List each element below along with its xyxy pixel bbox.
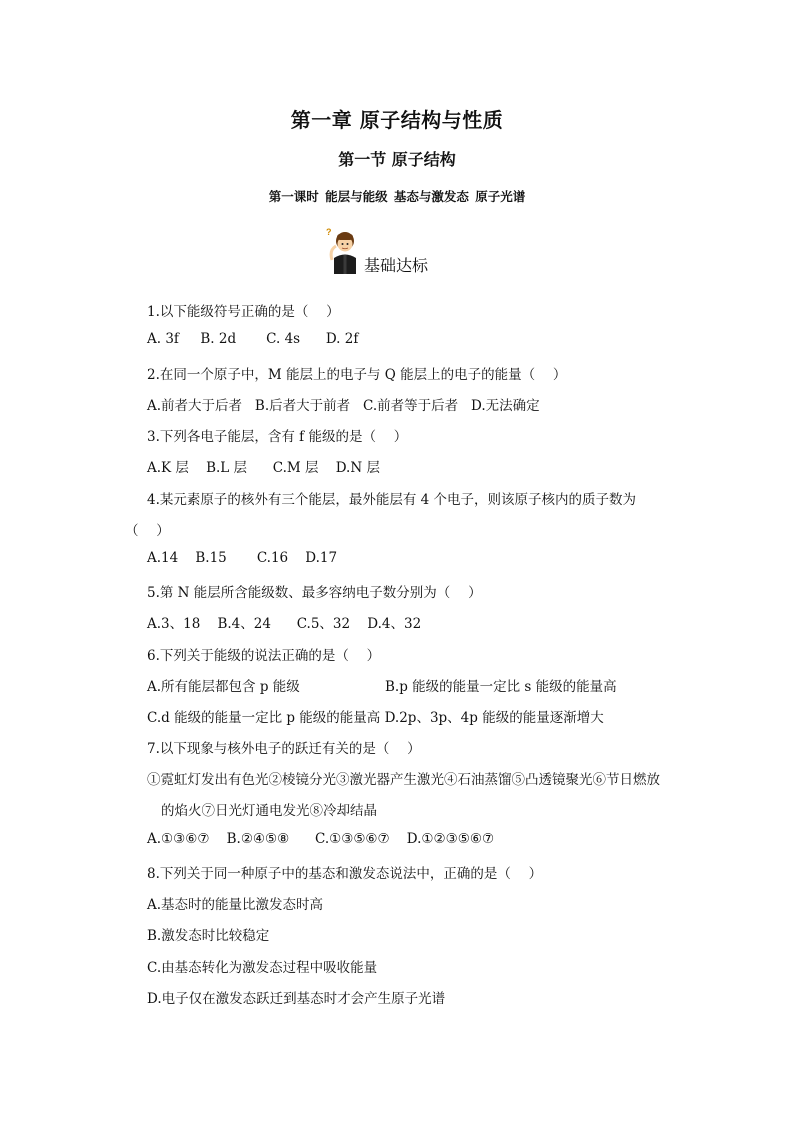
- question-8-option-d: D.电子仅在激发态跃迁到基态时才会产生原子光谱: [147, 991, 446, 1007]
- question-2-stem: 2.在同一个原子中，M 能层上的电子与 Q 能层上的电子的能量（ ）: [147, 367, 567, 383]
- svg-text:?: ?: [326, 227, 332, 237]
- lesson-title: 第一课时 能层与能级 基态与激发态 原子光谱: [268, 189, 526, 204]
- section-label: 基础达标: [364, 256, 429, 275]
- question-7-stem: 7.以下现象与核外电子的跃迁有关的是（ ）: [147, 741, 421, 757]
- question-3-stem: 3.下列各电子能层，含有 f 能级的是（ ）: [147, 429, 408, 445]
- question-7-options: A.①③⑥⑦ B.②④⑤⑧ C.①③⑤⑥⑦ D.①②③⑤⑥⑦: [147, 831, 495, 847]
- question-1-options: A. 3f B. 2d C. 4s D. 2f: [147, 331, 359, 347]
- question-8-option-c: C.由基态转化为激发态过程中吸收能量: [147, 960, 378, 976]
- question-4-stem-line1: 4.某元素原子的核外有三个能层，最外能层有 4 个电子，则该原子核内的质子数为: [147, 492, 637, 508]
- question-6-option-b: B.p 能级的能量一定比 s 能级的能量高: [385, 679, 617, 695]
- question-6-option-a: A.所有能层都包含 p 能级: [147, 679, 300, 695]
- question-4-stem-line2: （ ）: [125, 523, 170, 539]
- question-5-stem: 5.第 N 能层所含能级数、最多容纳电子数分别为（ ）: [147, 585, 482, 601]
- thinking-boy-icon: [326, 226, 364, 274]
- question-8-option-a: A.基态时的能量比激发态时高: [147, 897, 324, 913]
- question-1-stem: 1.以下能级符号正确的是（ ）: [147, 304, 340, 320]
- section-title: 第一节 原子结构: [338, 150, 456, 169]
- question-4-options: A.14 B.15 C.16 D.17: [147, 550, 338, 566]
- question-6-option-cd: C.d 能级的能量一定比 p 能级的能量高 D.2p、3p、4p 能级的能量逐渐增大: [147, 710, 604, 726]
- question-2-options: A.前者大于后者 B.后者大于前者 C.前者等于后者 D.无法确定: [147, 398, 540, 414]
- question-7-list-line1: ①霓虹灯发出有色光②棱镜分光③激光器产生激光④石油蒸馏⑤凸透镜聚光⑥节日燃放: [147, 772, 660, 788]
- question-8-stem: 8.下列关于同一种原子中的基态和激发态说法中，正确的是（ ）: [147, 866, 543, 882]
- question-7-list-line2: 的焰火⑦日光灯通电发光⑧冷却结晶: [161, 803, 377, 819]
- chapter-title: 第一章 原子结构与性质: [290, 108, 504, 132]
- question-3-options: A.K 层 B.L 层 C.M 层 D.N 层: [147, 460, 380, 476]
- question-6-stem: 6.下列关于能级的说法正确的是（ ）: [147, 648, 381, 664]
- question-5-options: A.3、18 B.4、24 C.5、32 D.4、32: [147, 616, 422, 632]
- question-8-option-b: B.激发态时比较稳定: [147, 928, 270, 944]
